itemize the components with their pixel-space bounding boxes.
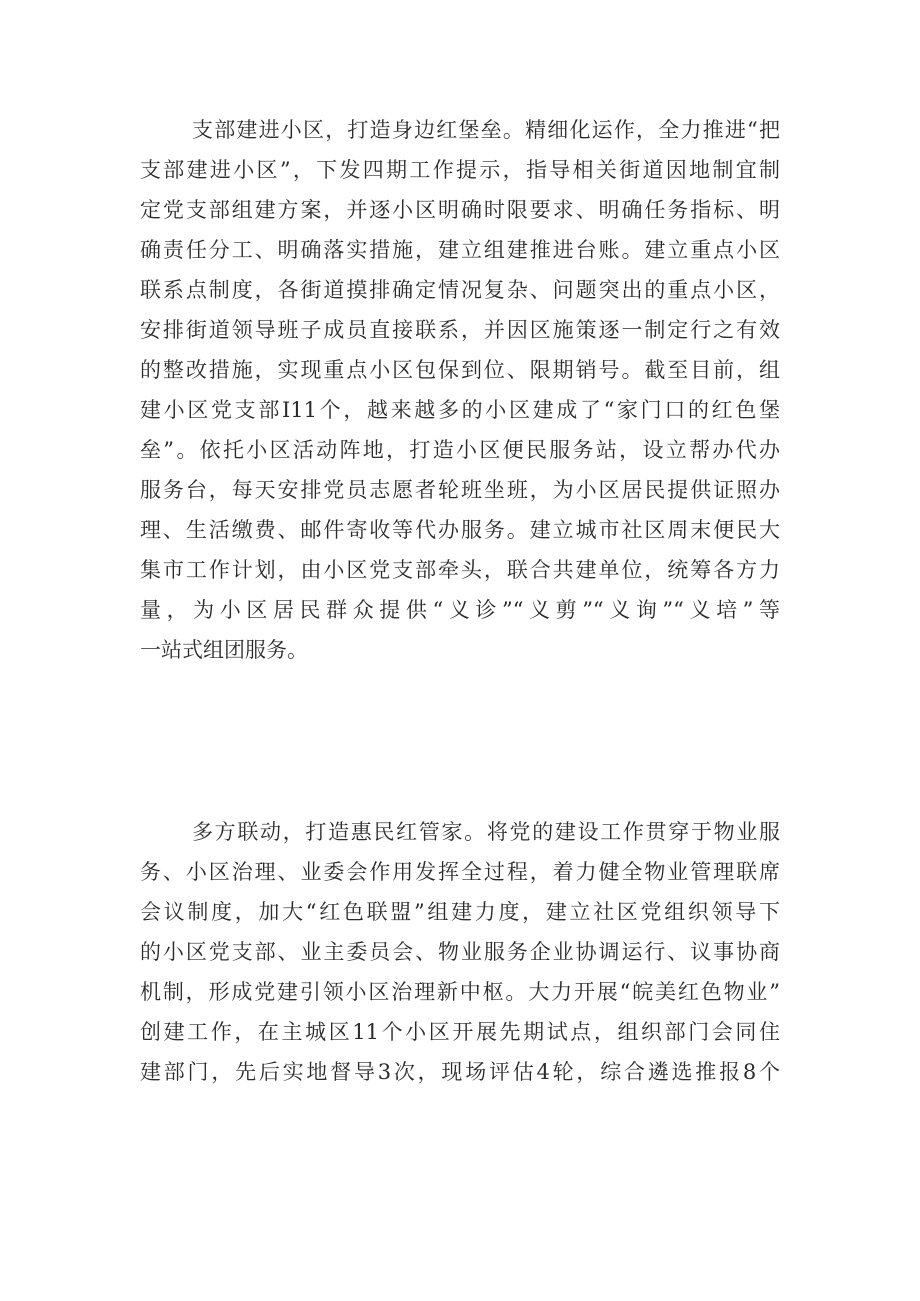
paragraph-line: 的小区党支部、业主委员会、物业服务企业协调运行、议事协商 [140,940,780,964]
paragraph-line: 务、小区治理、业委会作用发挥全过程，着力健全物业管理联席 [140,860,780,884]
paragraph-line: 一站式组团服务。 [140,638,308,662]
paragraph-line: 创建工作，在主城区11个小区开展先期试点，组织部门会同住 [140,1020,780,1044]
paragraph-line: 安排街道领导班子成员直接联系，并因区施策逐一制定行之有效 [140,318,780,342]
paragraph-line: 建部门，先后实地督导3次，现场评估4轮，综合遴选推报8个 [140,1060,780,1084]
paragraph-line: 支部建进小区，打造身边红堡垒。精细化运作，全力推进“把 [192,118,780,142]
paragraph-line: 建小区党支部I11个，越来越多的小区建成了“家门口的红色堡 [140,398,780,422]
paragraph-red-housekeeper [140,812,780,1092]
paragraph-line: 理、生活缴费、邮件寄收等代办服务。建立城市社区周末便民大 [140,518,780,542]
paragraph-community-party-branch [140,110,780,670]
paragraph-line: 会议制度，加大“红色联盟”组建力度，建立社区党组织领导下 [140,900,780,924]
paragraph-line: 定党支部组建方案，并逐小区明确时限要求、明确任务指标、明 [140,198,780,222]
paragraph-line: 量，为小区居民群众提供“义诊”“义剪”“义询”“义培”等 [140,598,780,622]
paragraph-line: 的整改措施，实现重点小区包保到位、限期销号。截至目前，组 [140,358,780,382]
paragraph-line: 集市工作计划，由小区党支部牵头，联合共建单位，统筹各方力 [140,558,780,582]
paragraph-line: 确责任分工、明确落实措施，建立组建推进台账。建立重点小区 [140,238,780,262]
paragraph-line: 支部建进小区”，下发四期工作提示，指导相关街道因地制宜制 [140,158,780,182]
paragraph-line: 机制，形成党建引领小区治理新中枢。大力开展“皖美红色物业” [140,980,780,1004]
paragraph-line: 服务台，每天安排党员志愿者轮班坐班，为小区居民提供证照办 [140,478,780,502]
paragraph-line: 多方联动，打造惠民红管家。将党的建设工作贯穿于物业服 [192,820,780,844]
paragraph-line: 联系点制度，各街道摸排确定情况复杂、问题突出的重点小区， [140,278,780,302]
paragraph-line: 垒”。依托小区活动阵地，打造小区便民服务站，设立帮办代办 [140,438,780,462]
